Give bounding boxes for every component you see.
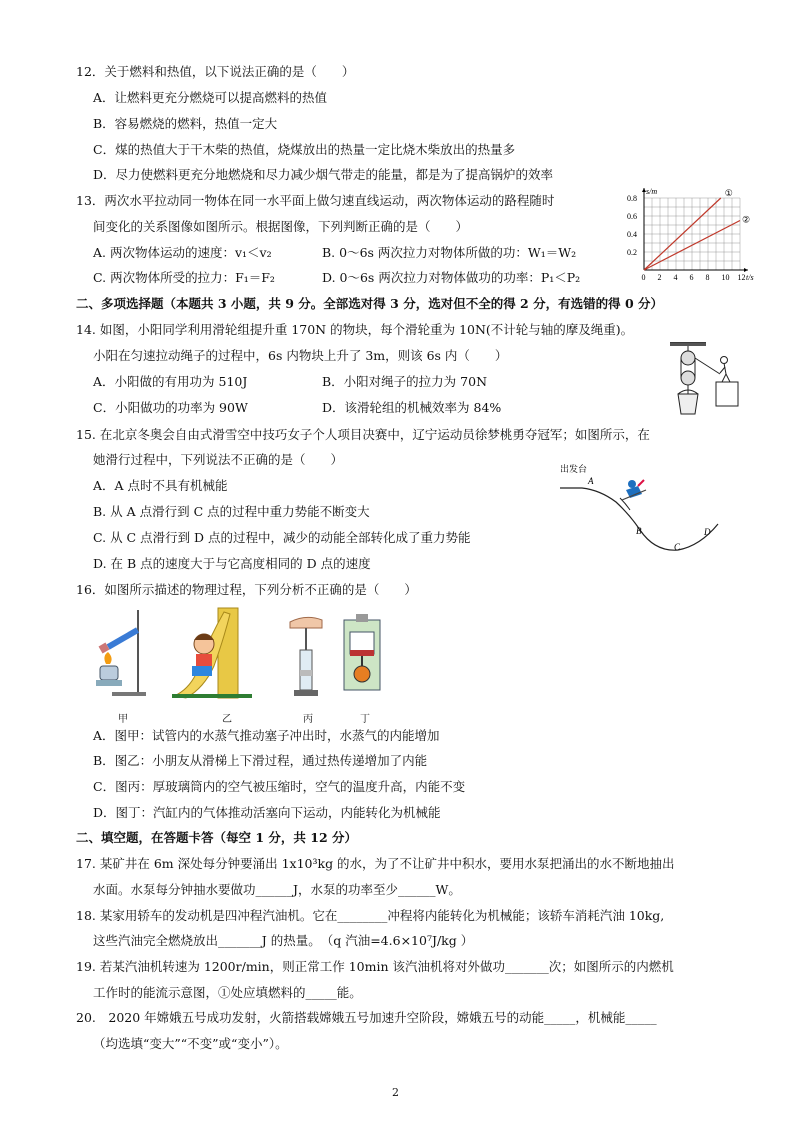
ski-slope-figure [560,460,730,560]
q14-option-b: B．小阳对绳子的拉力为 70N [322,374,488,389]
q12-option-a: A．让燃料更充分燃烧可以提高燃料的热值 [93,90,328,105]
x-tick-label: 4 [673,273,678,282]
caption-ding: 丁 [360,714,370,725]
x-axis-arrow [744,268,748,272]
q17-line2: 水面。水泵每分钟抽水要做功______J，水泵的功率至少______W。 [93,882,461,897]
x-tick-label: 2 [657,273,662,282]
series-label: ① [724,188,733,198]
q13-option-b: B. 0～6s 两次拉力对物体所做的功：W₁＝W₂ [322,245,577,260]
q14-option-c: C．小阳做功的功率为 90W [93,400,248,415]
q13-option-d: D. 0～6s 两次拉力对物体做功的功率：P₁＜P₂ [322,270,581,285]
y-tick-label: 0.8 [627,194,637,203]
q16-option-a: A．图甲：试管内的水蒸气推动塞子冲出时，水蒸气的内能增加 [93,728,440,743]
section-fill-blank-heading: 二、填空题，在答题卡答（每空 1 分，共 12 分） [76,830,358,845]
q14-option-d: D．该滑轮组的机械效率为 84% [322,400,502,415]
caption-jia: 甲 [118,714,128,725]
q14-stem-line2: 小阳在匀速拉动绳子的过程中，6s 内物块上升了 3m，则该 6s 内（ ） [93,348,508,363]
q16-option-c: C．图丙：厚玻璃筒内的空气被压缩时，空气的温度升高，内能不变 [93,779,466,794]
x-tick-label: 12 [737,273,746,282]
q15-option-a: A．A 点时不具有机械能 [93,478,228,493]
x-tick-label: 10 [721,273,730,282]
q12-stem: 12．关于燃料和热值，以下说法正确的是（ ） [76,64,355,79]
q19-line1: 19. 若某汽油机转速为 1200r/min，则正常工作 10min 该汽油机将对外做功_______次；如图所示的内燃机 [76,959,674,974]
y-tick-label: 0.2 [627,248,637,257]
q15-option-d: D. 在 B 点的速度大于与它高度相同的 D 点的速度 [93,556,371,571]
q13-stem-line1: 13．两次水平拉动同一物体在同一水平面上做匀速直线运动，两次物体运动的路程随时 [76,193,555,208]
y-tick-label: 0.4 [627,230,637,239]
figure-ding-engine [340,612,384,698]
page-number: 2 [392,1086,399,1099]
q14-option-a: A．小阳做的有用功为 510J [93,374,248,389]
chart-grid [644,198,740,270]
start-platform-label: 出发台 [560,464,588,474]
q13-option-c: C. 两次物体所受的拉力：F₁＝F₂ [93,270,275,285]
q19-line2: 工作时的能流示意图，①处应填燃料的_____能。 [93,985,362,1000]
q20-line2: （均选填“变大”“不变”或“变小”）。 [93,1036,288,1051]
point-b-label: B [636,526,642,536]
q20-line1: 20. 2020 年嫦娥五号成功发射，火箭搭载嫦娥五号加速升空阶段，嫦娥五号的动能_____，机械能_____ [76,1010,657,1025]
q15-option-b: B. 从 A 点滑行到 C 点的过程中重力势能不断变大 [93,504,370,519]
y-axis-label: s/m [646,187,658,196]
q14-stem-line1: 14. 如图，小阳同学利用滑轮组提升重 170N 的物块，每个滑轮重为 10N(不计轮与轴的摩及绳重)。 [76,322,634,337]
q13-option-a: A. 两次物体运动的速度：v₁＜v₂ [93,245,272,260]
point-c-label: C [674,542,681,552]
caption-yi: 乙 [222,714,232,725]
pulley-figure [660,342,740,420]
q16-option-b: B．图乙：小朋友从滑梯上下滑过程，通过热传递增加了内能 [93,753,428,768]
y-tick-label: 0.6 [627,212,637,221]
caption-bing: 丙 [303,714,313,725]
q12-option-b: B．容易燃烧的燃料，热值一定大 [93,116,278,131]
figure-yi-slide [166,604,258,700]
q15-option-c: C. 从 C 点滑行到 D 点的过程中，减少的动能全部转化成了重力势能 [93,530,471,545]
s-t-chart [624,178,754,282]
skier-icon [622,480,646,500]
point-a-label: A [588,476,594,486]
q18-line1: 18. 某家用轿车的发动机是四冲程汽油机。它在________冲程将内能转化为机械能；该轿车消耗汽油 10kg, [76,908,665,923]
q12-option-c: C．煤的热值大于干木柴的热值，烧煤放出的热量一定比烧木柴放出的热量多 [93,142,516,157]
q17-line1: 17. 某矿井在 6m 深处每分钟要涌出 1x10³kg 的水，为了不让矿井中积水，要用水泵把涌出的水不断地抽出 [76,856,675,871]
series-label: ② [742,214,751,225]
q13-stem-line2: 间变化的关系图像如图所示。根据图像，下列判断正确的是（ ） [93,219,469,234]
q15-stem-line2: 她滑行过程中，下列说法不正确的是（ ） [93,452,344,467]
point-d-label: D [704,527,711,537]
q16-option-d: D．图丁：汽缸内的气体推动活塞向下运动，内能转化为机械能 [93,805,441,820]
q16-stem: 16．如图所示描述的物理过程，下列分析不正确的是（ ） [76,582,417,597]
x-tick-label: 8 [705,273,710,282]
section-multiple-choice-heading: 二、多项选择题（本题共 3 小题，共 9 分。全部选对得 3 分，选对但不全的得 2 分，有选错的得 0 分） [76,296,664,311]
x-axis-label: t/s [746,273,754,282]
q15-stem-line1: 15. 在北京冬奥会自由式滑雪空中技巧女子个人项目决赛中，辽宁运动员徐梦桃勇夺冠军；如图所示，在 [76,427,650,442]
figure-jia-test-tube [92,606,150,698]
x-tick-label: 6 [689,273,694,282]
q18-line2: 这些汽油完全燃烧放出_______J 的热量。 （q 汽油=4.6×10⁷J/kg ） [93,933,474,948]
figure-bing-compression-tube [288,612,324,698]
x-tick-label: 0 [641,273,646,282]
q12-option-d: D．尽力使燃料更充分地燃烧和尽力减少烟气带走的能量，都是为了提高锅炉的效率 [93,167,554,182]
